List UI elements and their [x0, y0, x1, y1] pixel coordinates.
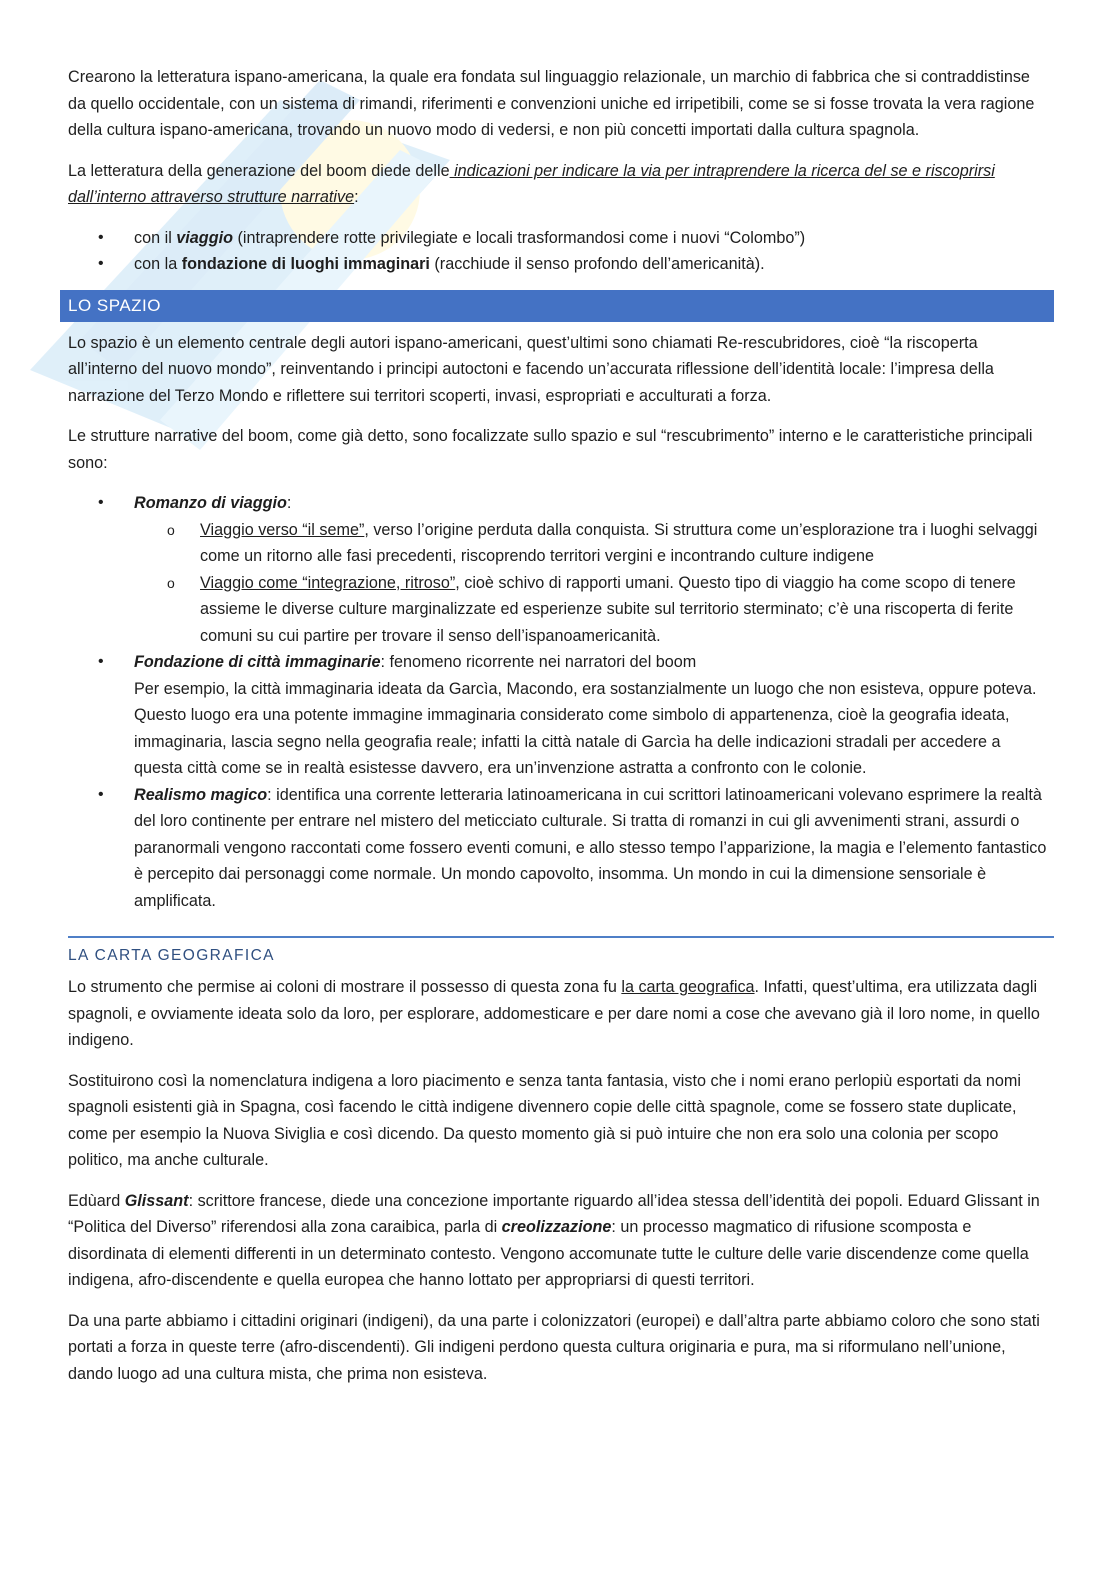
list-item-romanzo: • Romanzo di viaggio: o Viaggio verso “il seme”, verso l’origine perduta dalla conquista. Si struttura come un’esplorazione tra i luoghi selvaggi come un ritorno alle fasi precedenti, riscoprendo territori vergini e incontrando culture indigene o Viaggio come “integrazione, ritroso”, cioè schivo di rapporti umani. Questo tipo di viaggio ha come scopo di tenere assieme le diverse culture marginalizzate ed esperienze subite sul territorio sterminato; c’è una riscoperta di ferite comuni su cui partire per trovare il senso dell’ispanoamericanità. — [68, 490, 1050, 649]
list-item: • con la fondazione di luoghi immaginari (racchiude il senso profondo dell’americanità). — [68, 251, 1050, 278]
paragraph-nomenclatura: Sostituirono così la nomenclatura indigena a loro piacimento e senza tanta fantasia, visto che i nomi erano perlopiù esportati da nomi spagnoli esistenti già in Spagna, così facendo le città indigene divennero copie delle città spagnole, come se fossero state duplicate, come per esempio la Nuova Siviglia e così dicendo. Da questo momento già si può intuire che non era solo una colonia per scopo politico, ma anche culturale. — [68, 1071, 1021, 1169]
paragraph-strutture: Le strutture narrative del boom, come già detto, sono focalizzate sullo spazio e sul “rescubrimento” interno e le caratteristiche principali sono: — [68, 427, 1033, 472]
section-heading-lo-spazio: LO SPAZIO — [60, 290, 1054, 322]
bullet-list-features — [68, 490, 1050, 914]
paragraph-intro: Crearono la letteratura ispano-americana, la quale era fondata sul linguaggio relazionale, un marchio di fabbrica che si contraddistinse da quello occidentale, con un sistema di rimandi, riferimenti e convenzioni uniche ed irripetibili, come se si fosse trovata la vera ragione della cultura ispano-americana, trovando un nuovo modo di vedersi, e non più concetti importati dalla cultura spagnola. — [68, 68, 1035, 139]
list-item-realismo: • Realismo magico: identifica una corrente letteraria latinoamericana in cui scrittori latinoamericani volevano esprimere la realtà del loro continente per entrare nel mistero del meticciato culturale. Si tratta di romanzi in cui gli avvenimenti strani, assurdi o paranormali vengono raccontati come fossero eventi comuni, e allo stesso tempo l’apparizione, la magia e l’elemento fantastico è percepito dai personaggi come normale. Un mondo capovolto, insomma. Un mondo in cui la dimensione sensoriale è amplificata. — [68, 782, 1050, 915]
document-content — [68, 64, 1050, 1401]
paragraph-boom: La letteratura della generazione del boom diede delle indicazioni per indicare la via per intraprendere la ricerca del se e riscoprirsi dall’interno attraverso strutture narrative: — [68, 161, 995, 206]
list-item: • con il viaggio (intraprendere rotte privilegiate e locali trasformandosi come i nuovi “Colombo”) — [68, 225, 1050, 252]
paragraph-cultura-mista: Da una parte abbiamo i cittadini originari (indigeni), da una parte i colonizzatori (europei) e dall’altra parte abbiamo coloro che sono stati portati a forza in queste terre (afro-discendenti). Gli indigeni perdono questa cultura originaria e pura, ma si riformulano nell’unione, dando luogo ad una cultura mista, che prima non esisteva. — [68, 1311, 1040, 1383]
list-item-fondazione: • Fondazione di città immaginarie: fenomeno ricorrente nei narratori del boom Per esempio, la città immaginaria ideata da Garcìa, Macondo, era sostanzialmente un luogo che non esisteva, oppure poteva. Questo luogo era una potente immagine immaginaria considerato come simbolo di appartenenza, cioè la geografia ideata, immaginaria, lascia segno nella geografia reale; infatti la città natale di Garcìa ha delle indicazioni stradali per accedere a questa città come se in realtà esistesse davvero, era un’invenzione astratta a confronto con le colonie. — [68, 649, 1050, 782]
sublist-item: o Viaggio verso “il seme”, verso l’origine perduta dalla conquista. Si struttura come un’esplorazione tra i luoghi selvaggi come un ritorno alle fasi precedenti, riscoprendo territori vergini e incontrando culture indigene — [134, 517, 1050, 570]
paragraph-spazio: Lo spazio è un elemento centrale degli autori ispano-americani, quest’ultimi sono chiamati Re-rescubridores, cioè “la riscoperta all’interno del nuovo mondo”, reinventando i principi autoctoni e facendo un’accurata riflessione dell’identità locale: l’impresa della narrazione del Terzo Mondo e riflettere sui territori scoperti, invasi, espropriati e acculturati a forza. — [68, 333, 994, 405]
sublist-item: o Viaggio come “integrazione, ritroso”, cioè schivo di rapporti umani. Questo tipo di viaggio ha come scopo di tenere assieme le diverse culture marginalizzate ed esperienze subite sul territorio sterminato; c’è una riscoperta di ferite comuni su cui partire per trovare il senso dell’ispanoamericanità. — [134, 570, 1050, 650]
bullet-list-structures — [68, 225, 1050, 278]
paragraph-carta: Lo strumento che permise ai coloni di mostrare il possesso di questa zona fu la carta geografica. Infatti, quest’ultima, era utilizzata dagli spagnoli, e ovviamente ideata solo da loro, per esplorare, addomesticare e per dare nomi a cose che avevano già il loro nome, in quello indigeno. — [68, 978, 1040, 1049]
section-heading-carta-geografica: LA CARTA GEOGRAFICA — [68, 936, 1054, 966]
sublist-viaggio — [134, 517, 1050, 650]
paragraph-glissant: Edùard Glissant: scrittore francese, diede una concezione importante riguardo all’idea stessa dell’identità dei popoli. Eduard Glissant in “Politica del Diverso” riferendosi alla zona caraibica, parla di creolizzazione: un processo magmatico di rifusione scomposta e disordinata di elementi differenti in un determinato contesto. Vengono accomunate tutte le culture delle varie discendenze come quella indigena, afro-discendente e quella europea che hanno lottato per appropriarsi di questi territori. — [68, 1191, 1040, 1289]
emphasis-indicazioni: indicazioni per indicare la via per intraprendere la ricerca del se e riscoprirsi dall’interno attraverso strutture narrative — [68, 161, 995, 206]
